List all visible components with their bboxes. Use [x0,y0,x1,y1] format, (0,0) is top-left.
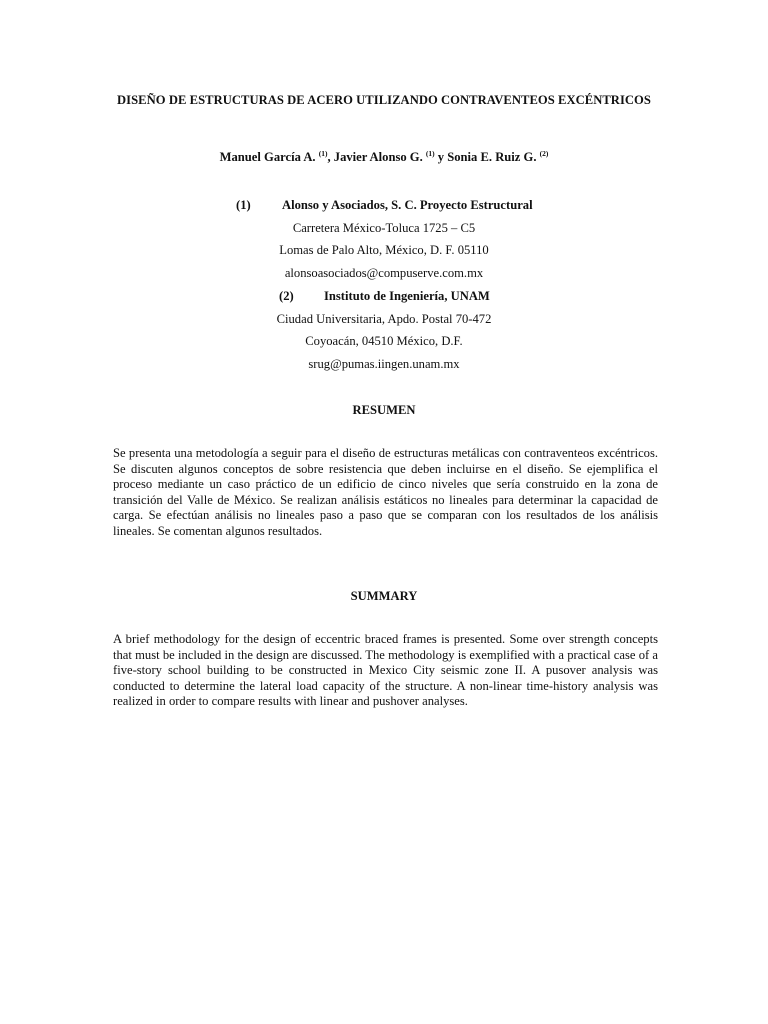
summary-heading: SUMMARY [350,589,418,603]
affiliation-2-address-1: Ciudad Universitaria, Apdo. Postal 70-472 [276,312,492,326]
affiliation-2-email: srug@pumas.iingen.unam.mx [308,357,460,371]
summary-paragraph: A brief methodology for the design of eccentric braced frames is presented. Some over strength concepts that must be included in the design are discussed. The methodology is exemplified with a practical case of a five-story school building to be constructed in Mexico City seismic zone II. A pusover analysis was conducted to determine the lateral load capacity of the structure. A non-linear time-history analysis was realized in order to compare results with linear and pushover analyses. [113,632,658,709]
author-separator: , [327,150,334,164]
paper-title: DISEÑO DE ESTRUCTURAS DE ACERO UTILIZANDO CONTRAVENTEOS EXCÉNTRICOS [117,93,651,107]
affiliation-1-address-1: Carretera México-Toluca 1725 – C5 [292,221,476,235]
affiliation-1-name: Alonso y Asociados, S. C. Proyecto Estructural [282,198,533,212]
affiliation-1-email: alonsoasociados@compuserve.com.mx [284,266,484,280]
affiliation-2-number: (2) [279,289,294,303]
author-name-3: Sonia E. Ruiz G. [447,150,537,164]
author-affiliation-mark-2: (1) [425,149,435,158]
affiliation-1-number: (1) [236,198,251,212]
author-affiliation-mark-3: (2) [539,149,549,158]
resumen-heading: RESUMEN [352,403,416,417]
affiliation-2-address-2: Coyoacán, 04510 México, D.F. [305,334,463,348]
author-affiliation-mark-1: (1) [318,149,328,158]
author-list [0,150,768,165]
author-separator: y [434,150,448,164]
affiliation-2-name: Instituto de Ingeniería, UNAM [324,289,490,303]
affiliation-1-address-2: Lomas de Palo Alto, México, D. F. 05110 [279,243,489,257]
author-name-1: Manuel García A. [219,150,316,164]
author-name-2: Javier Alonso G. [333,150,423,164]
resumen-paragraph: Se presenta una metodología a seguir para el diseño de estructuras metálicas con contraventeos excéntricos. Se discuten algunos conceptos de sobre resistencia que deben incluirse en el diseño. Se ejemplifica el proceso mediante un caso práctico de un edificio de cinco niveles que sería construido en la zona de transición del Valle de México. Se realizan análisis estáticos no lineales para determinar la capacidad de carga. Se efectúan análisis no lineales paso a paso que se comparan con los resultados de los análisis lineales. Se comentan algunos resultados. [113,446,658,538]
